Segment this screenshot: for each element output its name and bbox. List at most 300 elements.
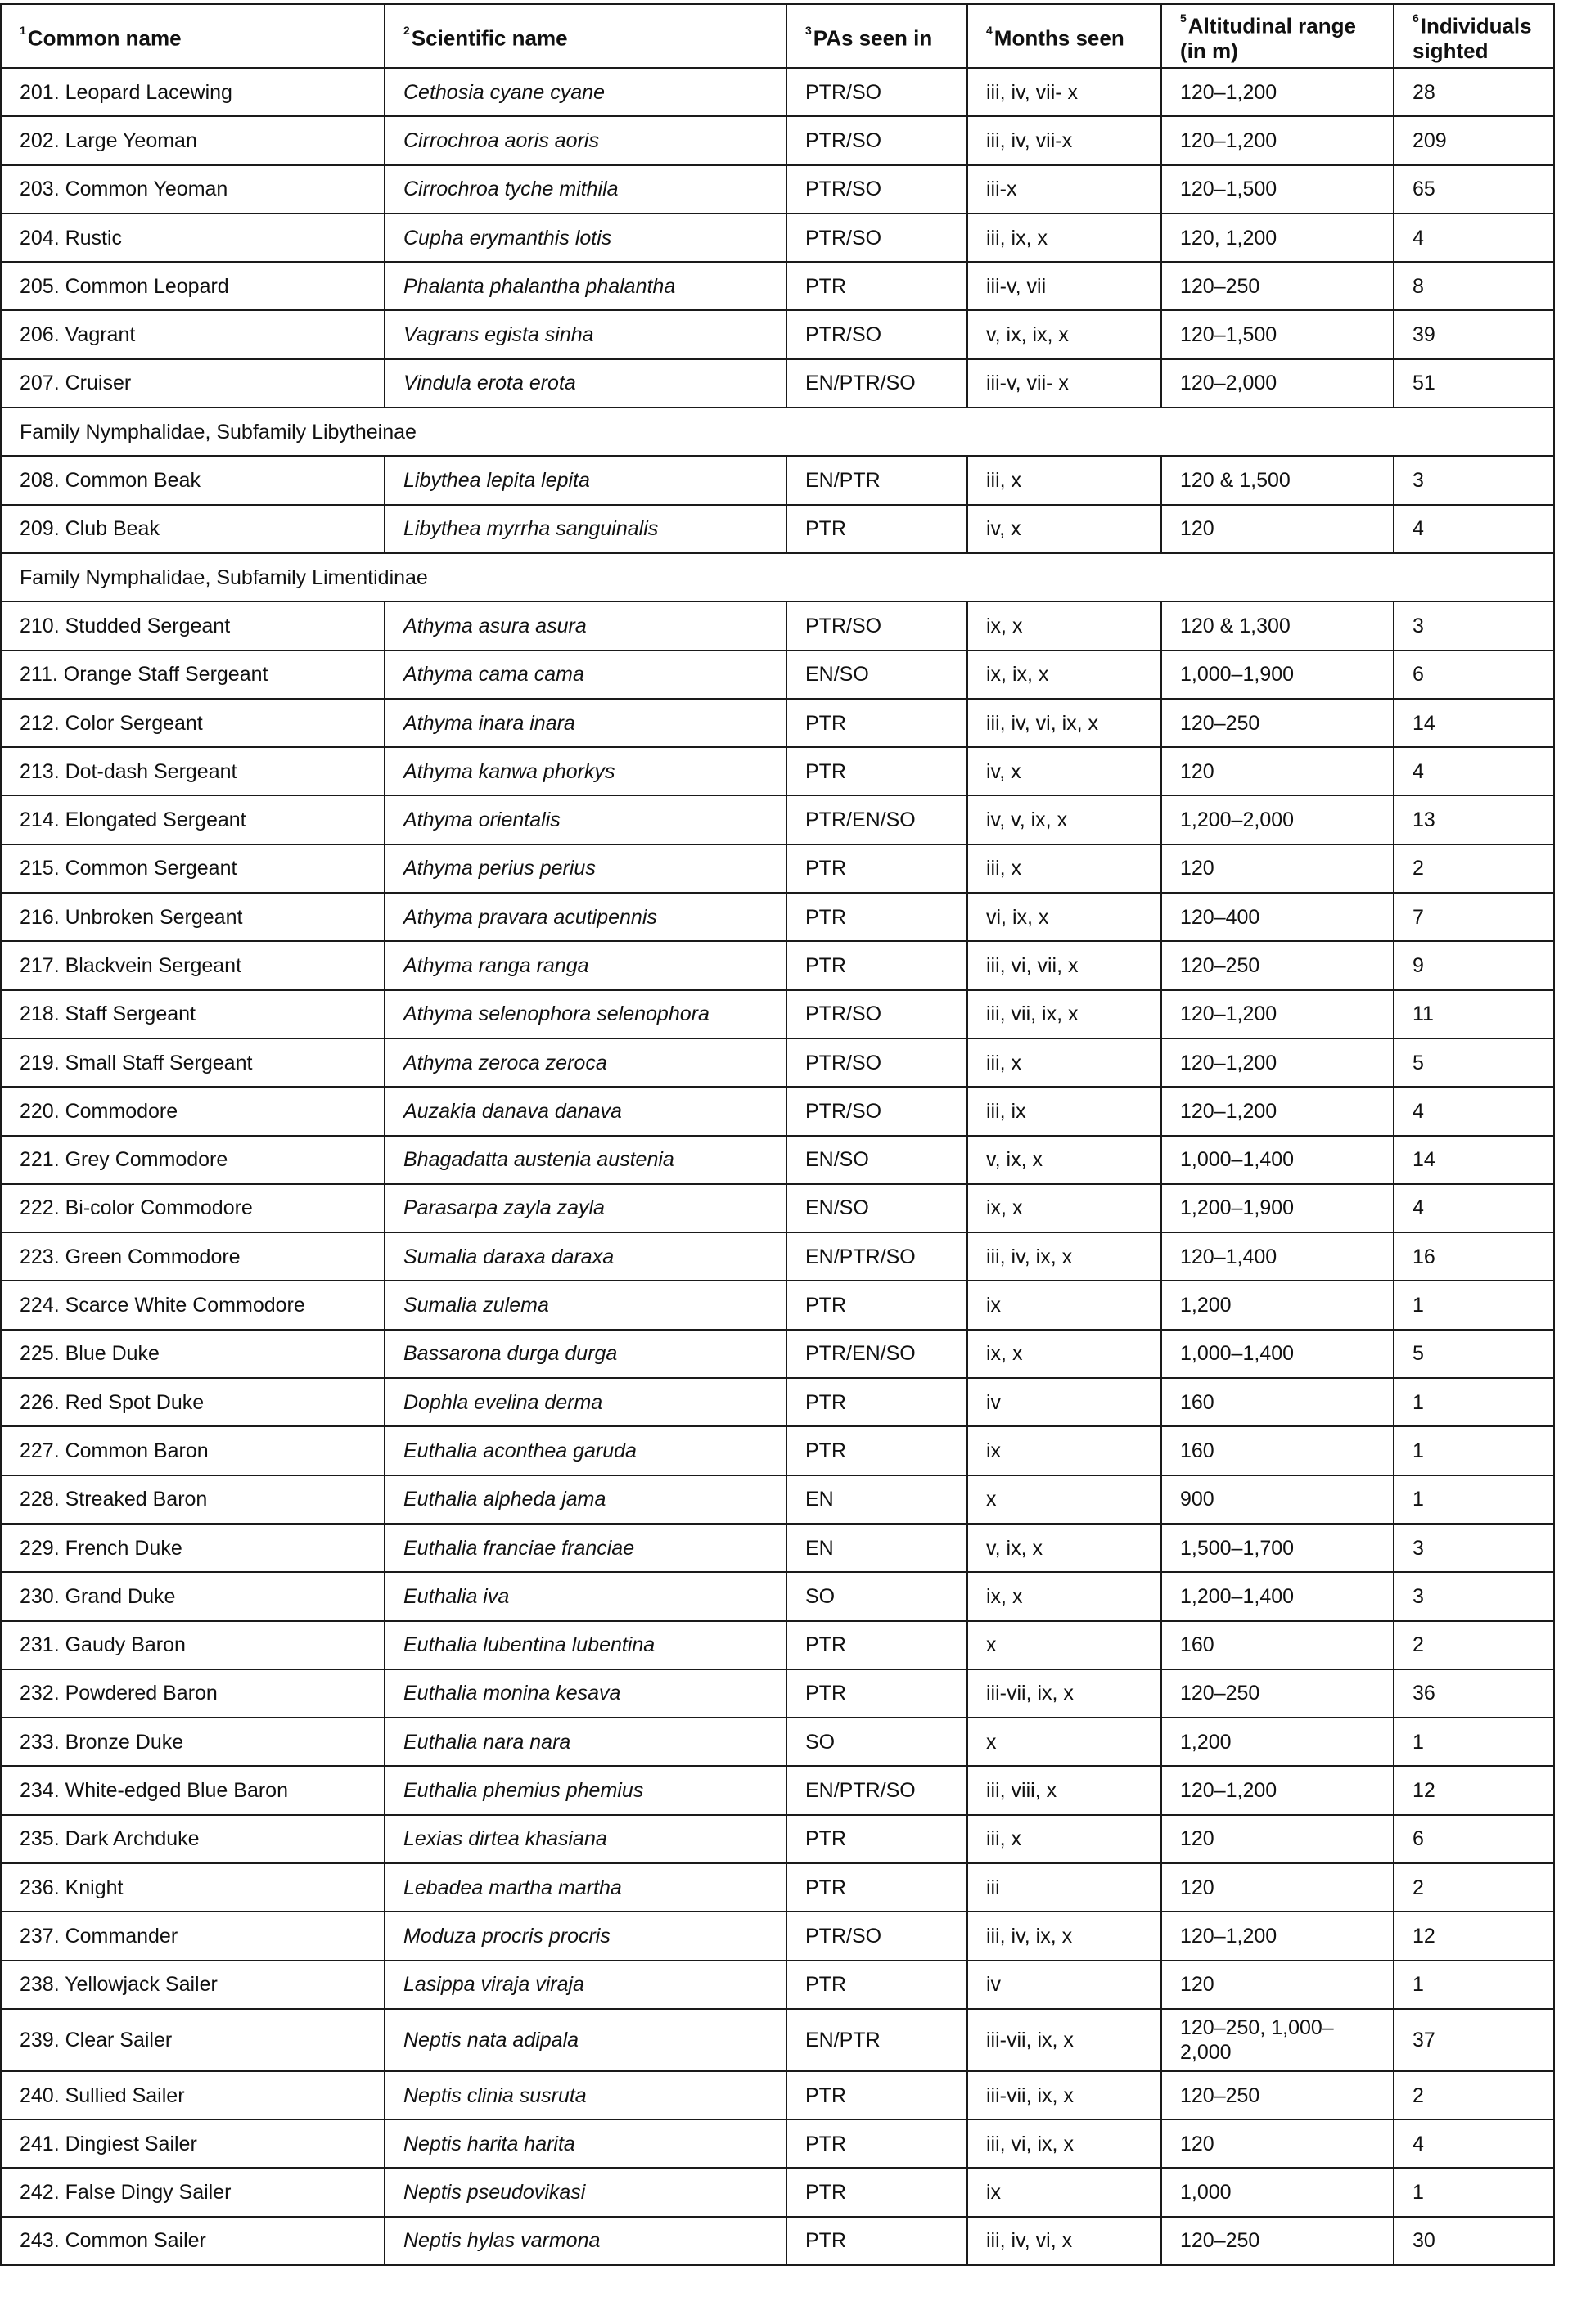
common-name-cell: 228. Streaked Baron xyxy=(1,1475,385,1524)
common-name-cell: 223. Green Commodore xyxy=(1,1232,385,1281)
scientific-name-cell: Euthalia iva xyxy=(385,1572,786,1620)
common-name-cell: 224. Scarce White Commodore xyxy=(1,1281,385,1329)
footnote-marker: 2 xyxy=(403,24,410,38)
pas-cell: PTR xyxy=(786,2168,967,2216)
altitude-cell: 1,200 xyxy=(1161,1718,1394,1766)
common-name-cell: 210. Studded Sergeant xyxy=(1,601,385,650)
months-cell: v, ix, ix, x xyxy=(967,310,1161,358)
pas-cell: EN/PTR/SO xyxy=(786,1766,967,1814)
family-label: Family Nymphalidae, Subfamily Limentidinae xyxy=(1,553,1554,601)
altitude-cell: 160 xyxy=(1161,1621,1394,1669)
table-row xyxy=(1,456,1554,504)
months-cell: ix, x xyxy=(967,1184,1161,1232)
table-row xyxy=(1,68,1554,116)
table-row xyxy=(1,1378,1554,1426)
table-row xyxy=(1,359,1554,408)
months-cell: ix, x xyxy=(967,601,1161,650)
months-cell: iii-v, vii- x xyxy=(967,359,1161,408)
table-row xyxy=(1,1961,1554,2009)
individuals-cell: 8 xyxy=(1394,262,1554,310)
header-scientific-name xyxy=(385,4,786,68)
months-cell: ix xyxy=(967,1281,1161,1329)
altitude-cell: 1,200–1,900 xyxy=(1161,1184,1394,1232)
months-cell: iv xyxy=(967,1378,1161,1426)
pas-cell: EN/PTR xyxy=(786,456,967,504)
altitude-cell: 120–2,000 xyxy=(1161,359,1394,408)
pas-cell: PTR xyxy=(786,1621,967,1669)
altitude-cell: 1,500–1,700 xyxy=(1161,1524,1394,1572)
common-name-cell: 212. Color Sergeant xyxy=(1,699,385,747)
individuals-cell: 2 xyxy=(1394,2071,1554,2119)
table-row xyxy=(1,699,1554,747)
individuals-cell: 39 xyxy=(1394,310,1554,358)
altitude-cell: 120–400 xyxy=(1161,893,1394,941)
pas-cell: PTR xyxy=(786,1281,967,1329)
table-row xyxy=(1,165,1554,214)
common-name-cell: 243. Common Sailer xyxy=(1,2217,385,2265)
altitude-cell: 120–1,200 xyxy=(1161,1087,1394,1135)
scientific-name-cell: Sumalia zulema xyxy=(385,1281,786,1329)
pas-cell: PTR/SO xyxy=(786,1087,967,1135)
months-cell: iii xyxy=(967,1863,1161,1912)
scientific-name-cell: Athyma selenophora selenophora xyxy=(385,990,786,1038)
altitude-cell: 120 xyxy=(1161,747,1394,795)
months-cell: iii-vii, ix, x xyxy=(967,2009,1161,2071)
months-cell: iii-vii, ix, x xyxy=(967,1669,1161,1718)
months-cell: ix, x xyxy=(967,1572,1161,1620)
altitude-cell: 120–1,200 xyxy=(1161,116,1394,164)
common-name-cell: 238. Yellowjack Sailer xyxy=(1,1961,385,2009)
months-cell: x xyxy=(967,1718,1161,1766)
individuals-cell: 209 xyxy=(1394,116,1554,164)
individuals-cell: 37 xyxy=(1394,2009,1554,2071)
pas-cell: PTR xyxy=(786,844,967,893)
months-cell: iv, x xyxy=(967,747,1161,795)
header-altitudinal-range xyxy=(1161,4,1394,68)
table-row xyxy=(1,1718,1554,1766)
scientific-name-cell: Euthalia monina kesava xyxy=(385,1669,786,1718)
pas-cell: PTR/SO xyxy=(786,1912,967,1960)
pas-cell: EN/PTR/SO xyxy=(786,359,967,408)
header-label: PAs seen in xyxy=(813,25,933,51)
scientific-name-cell: Euthalia franciae franciae xyxy=(385,1524,786,1572)
individuals-cell: 12 xyxy=(1394,1912,1554,1960)
months-cell: iv xyxy=(967,1961,1161,2009)
common-name-cell: 211. Orange Staff Sergeant xyxy=(1,651,385,699)
table-row xyxy=(1,747,1554,795)
common-name-cell: 222. Bi-color Commodore xyxy=(1,1184,385,1232)
scientific-name-cell: Neptis harita harita xyxy=(385,2119,786,2168)
pas-cell: PTR/SO xyxy=(786,116,967,164)
table-row xyxy=(1,795,1554,844)
table-row xyxy=(1,262,1554,310)
scientific-name-cell: Phalanta phalantha phalantha xyxy=(385,262,786,310)
individuals-cell: 28 xyxy=(1394,68,1554,116)
altitude-cell: 120–250 xyxy=(1161,1669,1394,1718)
altitude-cell: 120 & 1,500 xyxy=(1161,456,1394,504)
altitude-cell: 1,200–2,000 xyxy=(1161,795,1394,844)
table-row xyxy=(1,1669,1554,1718)
common-name-cell: 226. Red Spot Duke xyxy=(1,1378,385,1426)
pas-cell: PTR/SO xyxy=(786,1038,967,1087)
altitude-cell: 1,000–1,400 xyxy=(1161,1136,1394,1184)
pas-cell: SO xyxy=(786,1718,967,1766)
months-cell: ix xyxy=(967,1426,1161,1475)
common-name-cell: 234. White-edged Blue Baron xyxy=(1,1766,385,1814)
months-cell: iv, v, ix, x xyxy=(967,795,1161,844)
pas-cell: PTR xyxy=(786,1815,967,1863)
months-cell: iii-x xyxy=(967,165,1161,214)
pas-cell: PTR xyxy=(786,1961,967,2009)
altitude-cell: 120, 1,200 xyxy=(1161,214,1394,262)
scientific-name-cell: Cupha erymanthis lotis xyxy=(385,214,786,262)
pas-cell: PTR xyxy=(786,1426,967,1475)
individuals-cell: 2 xyxy=(1394,1621,1554,1669)
months-cell: ix, ix, x xyxy=(967,651,1161,699)
common-name-cell: 202. Large Yeoman xyxy=(1,116,385,164)
common-name-cell: 229. French Duke xyxy=(1,1524,385,1572)
months-cell: iii, iv, vi, ix, x xyxy=(967,699,1161,747)
scientific-name-cell: Moduza procris procris xyxy=(385,1912,786,1960)
table-row xyxy=(1,2168,1554,2216)
individuals-cell: 4 xyxy=(1394,214,1554,262)
altitude-cell: 120 xyxy=(1161,844,1394,893)
altitude-cell: 120–250 xyxy=(1161,2071,1394,2119)
common-name-cell: 219. Small Staff Sergeant xyxy=(1,1038,385,1087)
table-row xyxy=(1,1766,1554,1814)
altitude-cell: 120 & 1,300 xyxy=(1161,601,1394,650)
pas-cell: PTR xyxy=(786,1378,967,1426)
table-body xyxy=(1,68,1554,2265)
individuals-cell: 16 xyxy=(1394,1232,1554,1281)
table-row xyxy=(1,1426,1554,1475)
common-name-cell: 213. Dot-dash Sergeant xyxy=(1,747,385,795)
table-row xyxy=(1,1863,1554,1912)
individuals-cell: 4 xyxy=(1394,1087,1554,1135)
individuals-cell: 30 xyxy=(1394,2217,1554,2265)
individuals-cell: 14 xyxy=(1394,699,1554,747)
document-page xyxy=(0,3,1595,2266)
individuals-cell: 2 xyxy=(1394,844,1554,893)
common-name-cell: 208. Common Beak xyxy=(1,456,385,504)
common-name-cell: 217. Blackvein Sergeant xyxy=(1,941,385,989)
common-name-cell: 214. Elongated Sergeant xyxy=(1,795,385,844)
table-row xyxy=(1,844,1554,893)
individuals-cell: 4 xyxy=(1394,1184,1554,1232)
altitude-cell: 120–250 xyxy=(1161,941,1394,989)
scientific-name-cell: Athyma orientalis xyxy=(385,795,786,844)
common-name-cell: 227. Common Baron xyxy=(1,1426,385,1475)
pas-cell: PTR xyxy=(786,262,967,310)
pas-cell: PTR/SO xyxy=(786,310,967,358)
individuals-cell: 1 xyxy=(1394,1961,1554,2009)
altitude-cell: 120 xyxy=(1161,1815,1394,1863)
scientific-name-cell: Lebadea martha martha xyxy=(385,1863,786,1912)
altitude-cell: 120 xyxy=(1161,1961,1394,2009)
scientific-name-cell: Bassarona durga durga xyxy=(385,1330,786,1378)
table-row xyxy=(1,505,1554,553)
scientific-name-cell: Neptis hylas varmona xyxy=(385,2217,786,2265)
scientific-name-cell: Cirrochroa aoris aoris xyxy=(385,116,786,164)
family-row xyxy=(1,553,1554,601)
individuals-cell: 9 xyxy=(1394,941,1554,989)
pas-cell: PTR xyxy=(786,941,967,989)
table-row xyxy=(1,1621,1554,1669)
individuals-cell: 3 xyxy=(1394,601,1554,650)
scientific-name-cell: Athyma kanwa phorkys xyxy=(385,747,786,795)
months-cell: iv, x xyxy=(967,505,1161,553)
common-name-cell: 230. Grand Duke xyxy=(1,1572,385,1620)
months-cell: ix, x xyxy=(967,1330,1161,1378)
altitude-cell: 1,000 xyxy=(1161,2168,1394,2216)
altitude-cell: 120–250, 1,000–2,000 xyxy=(1161,2009,1394,2071)
table-row xyxy=(1,941,1554,989)
common-name-cell: 239. Clear Sailer xyxy=(1,2009,385,2071)
header-label: Scientific name xyxy=(411,25,568,51)
table-row xyxy=(1,1475,1554,1524)
scientific-name-cell: Neptis pseudovikasi xyxy=(385,2168,786,2216)
common-name-cell: 218. Staff Sergeant xyxy=(1,990,385,1038)
altitude-cell: 120–1,200 xyxy=(1161,1766,1394,1814)
altitude-cell: 1,000–1,400 xyxy=(1161,1330,1394,1378)
scientific-name-cell: Euthalia alpheda jama xyxy=(385,1475,786,1524)
pas-cell: PTR xyxy=(786,893,967,941)
footnote-marker: 4 xyxy=(986,24,993,38)
altitude-cell: 120–1,500 xyxy=(1161,310,1394,358)
scientific-name-cell: Vagrans egista sinha xyxy=(385,310,786,358)
individuals-cell: 13 xyxy=(1394,795,1554,844)
scientific-name-cell: Euthalia phemius phemius xyxy=(385,1766,786,1814)
scientific-name-cell: Dophla evelina derma xyxy=(385,1378,786,1426)
months-cell: iii-vii, ix, x xyxy=(967,2071,1161,2119)
header-common-name xyxy=(1,4,385,68)
table-row xyxy=(1,2217,1554,2265)
common-name-cell: 242. False Dingy Sailer xyxy=(1,2168,385,2216)
common-name-cell: 221. Grey Commodore xyxy=(1,1136,385,1184)
scientific-name-cell: Athyma asura asura xyxy=(385,601,786,650)
pas-cell: EN/SO xyxy=(786,651,967,699)
individuals-cell: 1 xyxy=(1394,1426,1554,1475)
months-cell: iii, ix xyxy=(967,1087,1161,1135)
scientific-name-cell: Sumalia daraxa daraxa xyxy=(385,1232,786,1281)
individuals-cell: 7 xyxy=(1394,893,1554,941)
months-cell: x xyxy=(967,1475,1161,1524)
header-label: Altitudinal range (in m) xyxy=(1180,13,1356,63)
pas-cell: PTR xyxy=(786,2217,967,2265)
altitude-cell: 160 xyxy=(1161,1378,1394,1426)
individuals-cell: 14 xyxy=(1394,1136,1554,1184)
individuals-cell: 36 xyxy=(1394,1669,1554,1718)
pas-cell: EN xyxy=(786,1524,967,1572)
scientific-name-cell: Athyma pravara acutipennis xyxy=(385,893,786,941)
individuals-cell: 5 xyxy=(1394,1330,1554,1378)
pas-cell: PTR/EN/SO xyxy=(786,1330,967,1378)
table-row xyxy=(1,1184,1554,1232)
months-cell: iii, x xyxy=(967,1038,1161,1087)
common-name-cell: 220. Commodore xyxy=(1,1087,385,1135)
pas-cell: PTR xyxy=(786,2119,967,2168)
altitude-cell: 120–1,500 xyxy=(1161,165,1394,214)
butterfly-species-table xyxy=(0,3,1555,2266)
pas-cell: PTR/SO xyxy=(786,165,967,214)
footnote-marker: 5 xyxy=(1180,11,1187,25)
footnote-marker: 6 xyxy=(1413,11,1419,25)
months-cell: iii, iv, vii-x xyxy=(967,116,1161,164)
months-cell: iii, iv, vii- x xyxy=(967,68,1161,116)
altitude-cell: 120–250 xyxy=(1161,262,1394,310)
common-name-cell: 232. Powdered Baron xyxy=(1,1669,385,1718)
scientific-name-cell: Libythea lepita lepita xyxy=(385,456,786,504)
table-row xyxy=(1,990,1554,1038)
scientific-name-cell: Parasarpa zayla zayla xyxy=(385,1184,786,1232)
common-name-cell: 209. Club Beak xyxy=(1,505,385,553)
months-cell: iii, iv, vi, x xyxy=(967,2217,1161,2265)
individuals-cell: 65 xyxy=(1394,165,1554,214)
pas-cell: PTR xyxy=(786,699,967,747)
scientific-name-cell: Athyma perius perius xyxy=(385,844,786,893)
scientific-name-cell: Athyma inara inara xyxy=(385,699,786,747)
individuals-cell: 1 xyxy=(1394,1718,1554,1766)
scientific-name-cell: Cethosia cyane cyane xyxy=(385,68,786,116)
scientific-name-cell: Euthalia aconthea garuda xyxy=(385,1426,786,1475)
months-cell: iii, iv, ix, x xyxy=(967,1232,1161,1281)
table-row xyxy=(1,116,1554,164)
table-row xyxy=(1,1524,1554,1572)
individuals-cell: 4 xyxy=(1394,747,1554,795)
months-cell: iii-v, vii xyxy=(967,262,1161,310)
scientific-name-cell: Auzakia danava danava xyxy=(385,1087,786,1135)
scientific-name-cell: Athyma zeroca zeroca xyxy=(385,1038,786,1087)
header-label: Months seen xyxy=(993,25,1124,51)
altitude-cell: 120–1,200 xyxy=(1161,990,1394,1038)
common-name-cell: 204. Rustic xyxy=(1,214,385,262)
header-individuals-sighted xyxy=(1394,4,1554,68)
pas-cell: SO xyxy=(786,1572,967,1620)
table-row xyxy=(1,310,1554,358)
family-row xyxy=(1,408,1554,456)
header-row xyxy=(1,4,1554,68)
table-row xyxy=(1,1815,1554,1863)
pas-cell: PTR/SO xyxy=(786,214,967,262)
table-row xyxy=(1,1136,1554,1184)
individuals-cell: 11 xyxy=(1394,990,1554,1038)
common-name-cell: 216. Unbroken Sergeant xyxy=(1,893,385,941)
months-cell: vi, ix, x xyxy=(967,893,1161,941)
pas-cell: PTR/SO xyxy=(786,990,967,1038)
table-row xyxy=(1,2071,1554,2119)
altitude-cell: 900 xyxy=(1161,1475,1394,1524)
altitude-cell: 120 xyxy=(1161,1863,1394,1912)
common-name-cell: 233. Bronze Duke xyxy=(1,1718,385,1766)
table-row xyxy=(1,601,1554,650)
common-name-cell: 235. Dark Archduke xyxy=(1,1815,385,1863)
header-label: Individuals sighted xyxy=(1413,13,1532,63)
pas-cell: PTR xyxy=(786,2071,967,2119)
pas-cell: EN/PTR xyxy=(786,2009,967,2071)
individuals-cell: 4 xyxy=(1394,2119,1554,2168)
individuals-cell: 51 xyxy=(1394,359,1554,408)
individuals-cell: 5 xyxy=(1394,1038,1554,1087)
scientific-name-cell: Libythea myrrha sanguinalis xyxy=(385,505,786,553)
individuals-cell: 1 xyxy=(1394,1475,1554,1524)
common-name-cell: 225. Blue Duke xyxy=(1,1330,385,1378)
common-name-cell: 236. Knight xyxy=(1,1863,385,1912)
table-row xyxy=(1,1038,1554,1087)
table-row xyxy=(1,2009,1554,2071)
scientific-name-cell: Vindula erota erota xyxy=(385,359,786,408)
scientific-name-cell: Euthalia lubentina lubentina xyxy=(385,1621,786,1669)
altitude-cell: 1,200–1,400 xyxy=(1161,1572,1394,1620)
scientific-name-cell: Euthalia nara nara xyxy=(385,1718,786,1766)
pas-cell: PTR xyxy=(786,1863,967,1912)
months-cell: iii, ix, x xyxy=(967,214,1161,262)
pas-cell: PTR/SO xyxy=(786,601,967,650)
common-name-cell: 206. Vagrant xyxy=(1,310,385,358)
scientific-name-cell: Lexias dirtea khasiana xyxy=(385,1815,786,1863)
scientific-name-cell: Neptis clinia susruta xyxy=(385,2071,786,2119)
altitude-cell: 120–250 xyxy=(1161,2217,1394,2265)
individuals-cell: 3 xyxy=(1394,1572,1554,1620)
altitude-cell: 120–250 xyxy=(1161,699,1394,747)
header-pas-seen-in xyxy=(786,4,967,68)
individuals-cell: 12 xyxy=(1394,1766,1554,1814)
scientific-name-cell: Athyma ranga ranga xyxy=(385,941,786,989)
pas-cell: EN xyxy=(786,1475,967,1524)
altitude-cell: 120–1,400 xyxy=(1161,1232,1394,1281)
months-cell: iii, x xyxy=(967,1815,1161,1863)
table-row xyxy=(1,1572,1554,1620)
table-row xyxy=(1,1281,1554,1329)
scientific-name-cell: Lasippa viraja viraja xyxy=(385,1961,786,2009)
individuals-cell: 1 xyxy=(1394,1281,1554,1329)
pas-cell: PTR xyxy=(786,747,967,795)
pas-cell: PTR xyxy=(786,1669,967,1718)
months-cell: v, ix, x xyxy=(967,1524,1161,1572)
table-row xyxy=(1,214,1554,262)
common-name-cell: 240. Sullied Sailer xyxy=(1,2071,385,2119)
individuals-cell: 2 xyxy=(1394,1863,1554,1912)
table-row xyxy=(1,893,1554,941)
months-cell: v, ix, x xyxy=(967,1136,1161,1184)
table-row xyxy=(1,1330,1554,1378)
footnote-marker: 3 xyxy=(805,24,812,38)
common-name-cell: 207. Cruiser xyxy=(1,359,385,408)
common-name-cell: 215. Common Sergeant xyxy=(1,844,385,893)
table-row xyxy=(1,1912,1554,1960)
months-cell: iii, x xyxy=(967,844,1161,893)
altitude-cell: 120 xyxy=(1161,505,1394,553)
scientific-name-cell: Bhagadatta austenia austenia xyxy=(385,1136,786,1184)
table-header xyxy=(1,4,1554,68)
altitude-cell: 120–1,200 xyxy=(1161,68,1394,116)
family-label: Family Nymphalidae, Subfamily Libytheinae xyxy=(1,408,1554,456)
scientific-name-cell: Neptis nata adipala xyxy=(385,2009,786,2071)
common-name-cell: 241. Dingiest Sailer xyxy=(1,2119,385,2168)
months-cell: ix xyxy=(967,2168,1161,2216)
table-row xyxy=(1,651,1554,699)
header-label: Common name xyxy=(27,25,182,51)
months-cell: iii, vi, vii, x xyxy=(967,941,1161,989)
months-cell: iii, x xyxy=(967,456,1161,504)
individuals-cell: 4 xyxy=(1394,505,1554,553)
months-cell: iii, viii, x xyxy=(967,1766,1161,1814)
common-name-cell: 237. Commander xyxy=(1,1912,385,1960)
common-name-cell: 203. Common Yeoman xyxy=(1,165,385,214)
table-row xyxy=(1,2119,1554,2168)
individuals-cell: 1 xyxy=(1394,2168,1554,2216)
header-months-seen xyxy=(967,4,1161,68)
table-row xyxy=(1,1087,1554,1135)
